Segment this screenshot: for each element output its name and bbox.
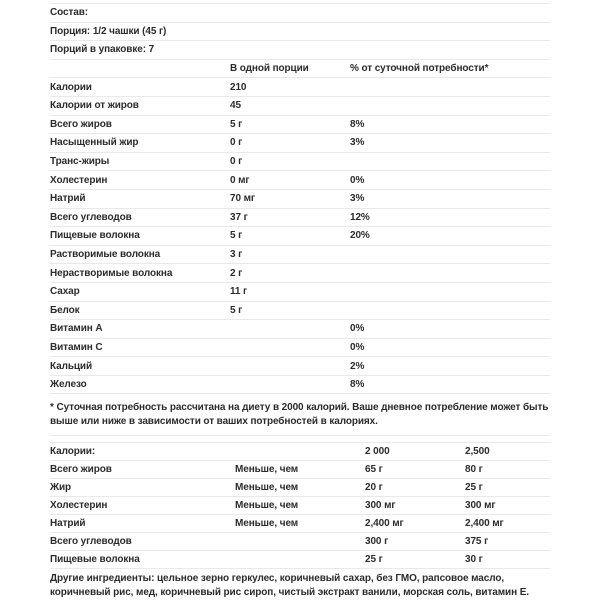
dv-row-label: Холестерин	[50, 500, 108, 512]
serving-size-row	[50, 23, 550, 42]
nutrition-table-row	[50, 320, 550, 339]
nutrient-label: Пищевые волокна	[50, 230, 140, 242]
nutrition-table-row	[50, 339, 550, 358]
daily-values-row	[50, 461, 550, 479]
nutrient-label: Насыщенный жир	[50, 137, 139, 149]
nutrient-daily-value: 0%	[350, 323, 365, 335]
daily-values-row	[50, 443, 550, 461]
nutrient-label: Натрий	[50, 193, 86, 205]
dv-row-value-2000: 2 000	[365, 446, 390, 458]
dv-row-label: Жир	[50, 482, 71, 494]
daily-values-row	[50, 533, 550, 551]
dv-row-value-2000: 25 г	[365, 554, 383, 566]
nutrient-amount: 0 г	[230, 156, 243, 168]
nutrient-label: Растворимые волокна	[50, 249, 161, 261]
nutrient-amount: 37 г	[230, 211, 248, 223]
dv-row-value-2500: 30 г	[465, 554, 483, 566]
dv-row-value-2500: 80 г	[465, 464, 483, 476]
nutrient-amount: 2 г	[230, 267, 243, 279]
daily-values-row	[50, 479, 550, 497]
dv-row-value-2500: 2,400 мг	[465, 518, 504, 530]
daily-values-table	[50, 442, 550, 569]
nutrition-table-header-row	[50, 60, 550, 79]
nutrient-label: Нерастворимые волокна	[50, 267, 173, 279]
nutrient-daily-value: 3%	[350, 137, 365, 149]
nutrient-daily-value: 20%	[350, 230, 370, 242]
nutrient-amount: 5 г	[230, 304, 243, 316]
nutrient-amount: 210	[230, 81, 247, 93]
nutrient-amount: 0 г	[230, 137, 243, 149]
nutrient-amount: 0 мг	[230, 174, 250, 186]
daily-values-row	[50, 497, 550, 515]
header-amount-per-serving: В одной порции	[230, 63, 309, 75]
dv-row-value-2000: 300 мг	[365, 500, 396, 512]
nutrition-table-row	[50, 302, 550, 321]
dv-row-value-2500: 375 г	[465, 536, 489, 548]
nutrient-label: Белок	[50, 304, 80, 316]
dv-row-qualifier: Меньше, чем	[235, 518, 299, 530]
other-ingredients-text: Другие ингредиенты: цельное зерно геркулес, коричневый сахар, без ГМО, рапсовое масло, коричневый рис, мед, коричневый рис сироп, чистый экстракт ванили, морская соль, витамин E.	[50, 573, 529, 599]
nutrition-table-row	[50, 227, 550, 246]
nutrient-daily-value: 2%	[350, 360, 365, 372]
dv-row-label: Всего углеводов	[50, 536, 132, 548]
composition-label: Состав:	[50, 7, 88, 19]
nutrient-daily-value: 8%	[350, 118, 365, 130]
nutrient-label: Калории от жиров	[50, 100, 139, 112]
serving-size-label: Порция: 1/2 чашки (45 г)	[50, 25, 167, 37]
nutrition-table-row	[50, 246, 550, 265]
dv-row-value-2500: 300 мг	[465, 500, 496, 512]
dv-row-value-2000: 20 г	[365, 482, 383, 494]
nutrient-daily-value: 3%	[350, 193, 365, 205]
dv-row-value-2000: 65 г	[365, 464, 383, 476]
daily-values-row	[50, 515, 550, 533]
dv-row-value-2500: 2,500	[465, 446, 490, 458]
nutrition-table-row	[50, 97, 550, 116]
nutrient-label: Калории	[50, 81, 92, 93]
nutrition-table-body	[50, 78, 550, 394]
nutrient-daily-value: 8%	[350, 379, 365, 391]
nutrition-table-row	[50, 376, 550, 395]
dv-row-qualifier: Меньше, чем	[235, 500, 299, 512]
nutrition-table-row	[50, 190, 550, 209]
dv-row-value-2000: 300 г	[365, 536, 389, 548]
nutrient-label: Сахар	[50, 286, 80, 298]
nutrient-amount: 5 г	[230, 118, 243, 130]
nutrient-label: Витамин C	[50, 341, 103, 353]
nutrient-label: Витамин A	[50, 323, 103, 335]
nutrition-table	[50, 60, 550, 395]
servings-per-container-row	[50, 41, 550, 60]
nutrient-label: Всего жиров	[50, 118, 112, 130]
dv-row-label: Всего жиров	[50, 464, 112, 476]
nutrient-amount: 70 мг	[230, 193, 255, 205]
dv-row-value-2500: 25 г	[465, 482, 483, 494]
daily-value-footnote: * Суточная потребность рассчитана на диету в 2000 калорий. Ваше дневное потребление может быть выше или ниже в зависимости от ваших потребностей в калориях.	[50, 394, 550, 436]
nutrient-amount: 5 г	[230, 230, 243, 242]
nutrient-daily-value: 0%	[350, 174, 365, 186]
dv-row-qualifier: Меньше, чем	[235, 464, 299, 476]
nutrition-table-row	[50, 264, 550, 283]
nutrient-label: Всего углеводов	[50, 211, 132, 223]
serving-info-section	[50, 3, 550, 60]
nutrition-table-row	[50, 171, 550, 190]
servings-per-container-label: Порций в упаковке: 7	[50, 44, 155, 56]
nutrition-table-row	[50, 78, 550, 97]
dv-row-label: Пищевые волокна	[50, 554, 140, 566]
nutrient-label: Кальций	[50, 360, 93, 372]
nutrient-daily-value: 0%	[350, 341, 365, 353]
header-daily-value: % от суточной потребности*	[350, 63, 489, 75]
dv-row-label: Калории:	[50, 446, 96, 458]
nutrient-daily-value: 12%	[350, 211, 370, 223]
nutrient-label: Железо	[50, 379, 87, 391]
nutrition-table-row	[50, 357, 550, 376]
nutrition-table-row	[50, 209, 550, 228]
dv-row-qualifier: Меньше, чем	[235, 482, 299, 494]
nutrient-amount: 11 г	[230, 286, 248, 298]
dv-row-label: Натрий	[50, 518, 86, 530]
composition-row	[50, 4, 550, 23]
nutrient-amount: 45	[230, 100, 241, 112]
nutrient-amount: 3 г	[230, 249, 243, 261]
daily-values-row	[50, 551, 550, 569]
nutrition-table-row	[50, 134, 550, 153]
dv-row-value-2000: 2,400 мг	[365, 518, 404, 530]
nutrition-table-row	[50, 283, 550, 302]
nutrient-label: Транс-жиры	[50, 156, 110, 168]
supplement-facts-panel	[50, 3, 550, 600]
nutrient-label: Холестерин	[50, 174, 108, 186]
nutrition-table-row	[50, 153, 550, 172]
nutrition-table-row	[50, 116, 550, 135]
